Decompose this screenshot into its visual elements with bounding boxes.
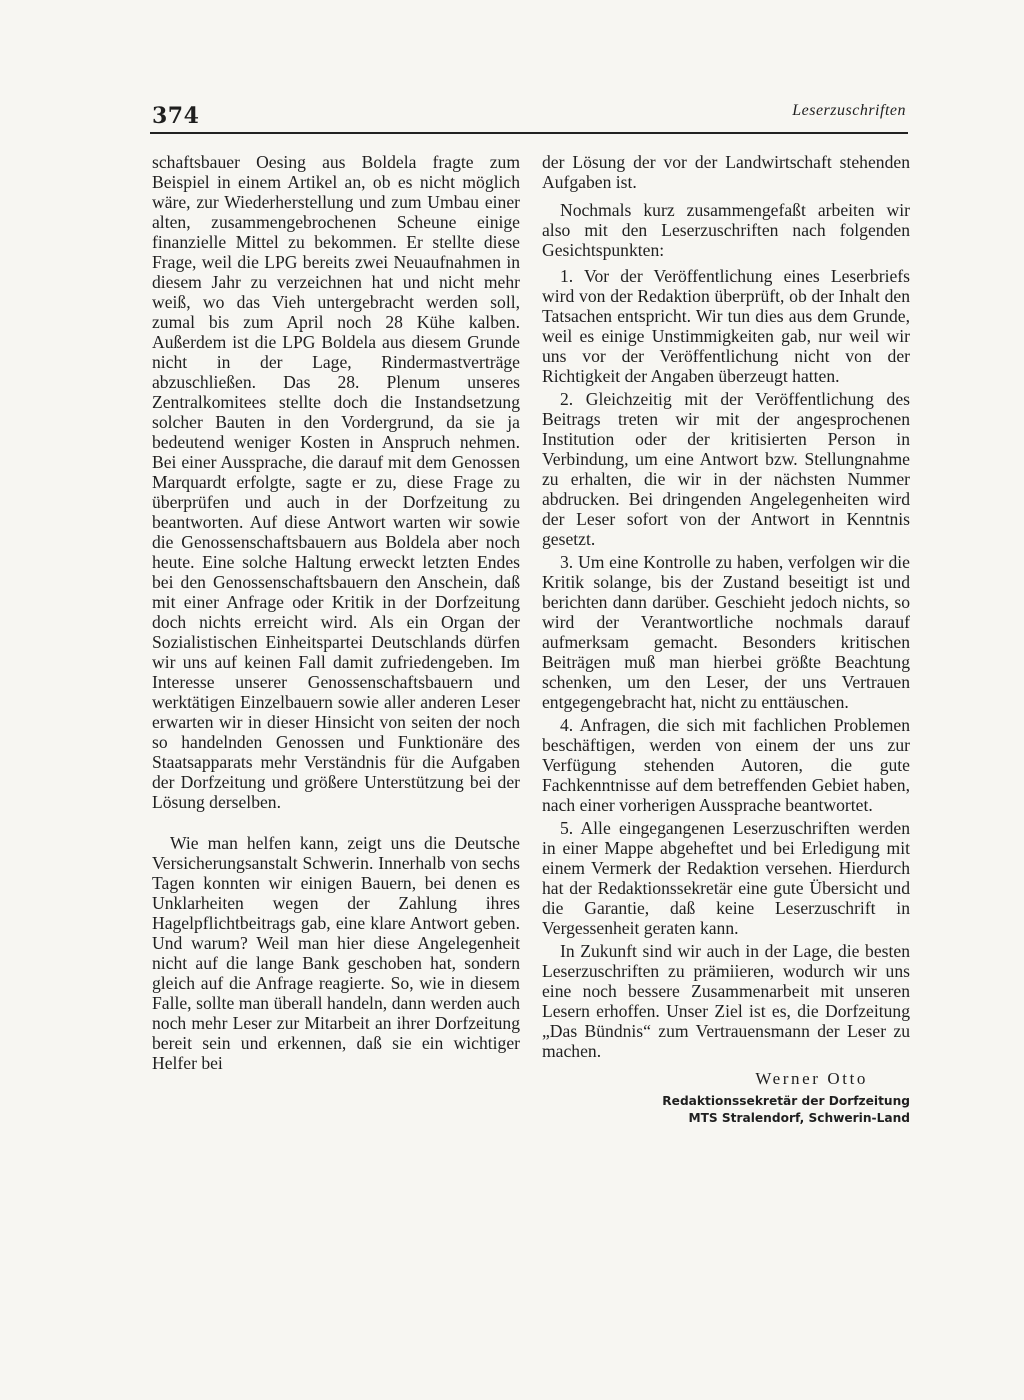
list-item: 3. Um eine Kontrolle zu haben, verfolgen wir die Kritik solange, bis der Zustand beseitigt ist und berichten dann darüber. Geschieht jedoch nichts, so wird der Verantwortliche nochmals darauf aufmerksam gemacht. Besonders kritischen Beiträgen muß man hierbei größte Beachtung schenken, um den Leser, der uns Vertrauen entgegengebracht hat, nicht zu enttäuschen.: [542, 552, 910, 712]
paragraph: der Lösung der vor der Landwirtschaft stehenden Aufgaben ist.: [542, 152, 910, 192]
signature-role-line: Redaktionssekretär der Dorfzeitung: [662, 1094, 910, 1108]
left-column: [152, 152, 520, 1073]
signature-name: Werner Otto: [755, 1069, 868, 1088]
paragraph: Wie man helfen kann, zeigt uns die Deutsche Versicherungsanstalt Schwerin. Innerhalb von sechs Tagen konnten wir einigen Bauern, bei denen es Unklarheiten wegen der Zahlung ihres Hagelpflichtbeitrags gab, eine klare Antwort geben. Und warum? Weil man hier diese Angelegenheit nicht auf die lange Bank geschoben hat, sondern gleich auf die Anfrage reagierte. So, wie in diesem Falle, sollte man überall handeln, dann werden auch noch mehr Leser zur Mitarbeit an ihrer Dorfzeitung bereit sein und erkennen, daß sie ein wichtiger Helfer bei: [152, 833, 520, 1073]
signature-role: [542, 1093, 910, 1127]
page-number: 374: [152, 103, 200, 129]
right-column: [542, 152, 910, 1127]
paragraph: Nochmals kurz zusammengefaßt arbeiten wir also mit den Leserzuschriften nach folgenden Gesichtspunkten:: [542, 200, 910, 260]
list-item: 1. Vor der Veröffentlichung eines Leserbriefs wird von der Redaktion überprüft, ob der Inhalt den Tatsachen entspricht. Wir tun dies aus dem Grunde, weil es einige Unstimmigkeiten gab, nur weil wir uns vor der Veröffentlichung nicht von der Richtigkeit der Angaben überzeugt hatten.: [542, 266, 910, 386]
list-item: 2. Gleichzeitig mit der Veröffentlichung des Beitrags treten wir mit der angesprochenen Institution oder der kritisierten Person in Verbindung, um eine Antwort bzw. Stellungnahme zu erhalten, die wir in der nächsten Nummer abdrucken. Bei dringenden Angelegenheiten wird der Leser sofort von der Antwort in Kenntnis gesetzt.: [542, 389, 910, 549]
paragraph: schaftsbauer Oesing aus Boldela fragte zum Beispiel in einem Artikel an, ob es nicht möglich wäre, zur Wiederherstellung und zum Umbau einer alten, zusammengebrochenen Scheune einige finanzielle Mittel zu bekommen. Er stellte diese Frage, weil die LPG bereits zwei Neuaufnahmen in diesem Jahr zu verzeichnen hat und nicht mehr weiß, wo das Vieh untergebracht werden soll, zumal bis zum April noch 28 Kühe kalben. Außerdem ist die LPG Boldela aus diesem Grunde nicht in der Lage, Rindermastverträge abzuschließen. Das 28. Plenum unseres Zentralkomitees stellte doch die Instandsetzung solcher Bauten in den Vordergrund, da sie ja bedeutend weniger Kosten in Anspruch nehmen. Bei einer Aussprache, die darauf mit dem Genossen Marquardt erfolgte, sagte er zu, diese Frage zu überprüfen und auch in der Dorfzeitung zu beantworten. Auf diese Antwort warten wir sowie die Genossenschaftsbauern aus Boldela aber noch heute. Eine solche Haltung erweckt letzten Endes bei den Genossenschaftsbauern den Anschein, daß mit einer Anfrage oder Kritik in der Dorfzeitung doch nichts erreicht wird. Als ein Organ der Sozialistischen Einheitspartei Deutschlands dürfen wir uns auf keinen Fall damit zufriedengeben. Im Interesse unserer Genossenschaftsbauern und werktätigen Einzelbauern sowie aller anderen Leser erwarten wir in dieser Hinsicht von seiten der noch so handelnden Genossen und Funktionäre des Staatsapparats mehr Verständnis für die Aufgaben der Dorfzeitung und größere Unterstützung bei der Lösung derselben.: [152, 152, 520, 812]
paragraph: In Zukunft sind wir auch in der Lage, die besten Leserzuschriften zu prämiieren, wodurch wir uns eine noch bessere Zusammenarbeit mit unseren Lesern erhoffen. Unser Ziel ist es, die Dorfzeitung „Das Bündnis“ zum Vertrauensmann der Leser zu machen.: [542, 941, 910, 1061]
list-item: 5. Alle eingegangenen Leserzuschriften werden in einer Mappe abgeheftet und bei Erledigung mit einem Vermerk der Redaktion versehen. Hierdurch hat der Redaktionssekretär eine gute Übersicht und die Garantie, daß keine Leserzuschrift in Vergessenheit geraten kann.: [542, 818, 910, 938]
signature-role-line: MTS Stralendorf, Schwerin-Land: [688, 1111, 910, 1125]
header-rule: [150, 132, 908, 134]
list-item: 4. Anfragen, die sich mit fachlichen Problemen beschäftigen, werden von einem der uns zur Verfügung stehenden Autoren, die gute Fachkenntnisse auf dem betreffenden Gebiet haben, nach einer vorherigen Aussprache beantwortet.: [542, 715, 910, 815]
running-title: Leserzuschriften: [792, 102, 906, 119]
